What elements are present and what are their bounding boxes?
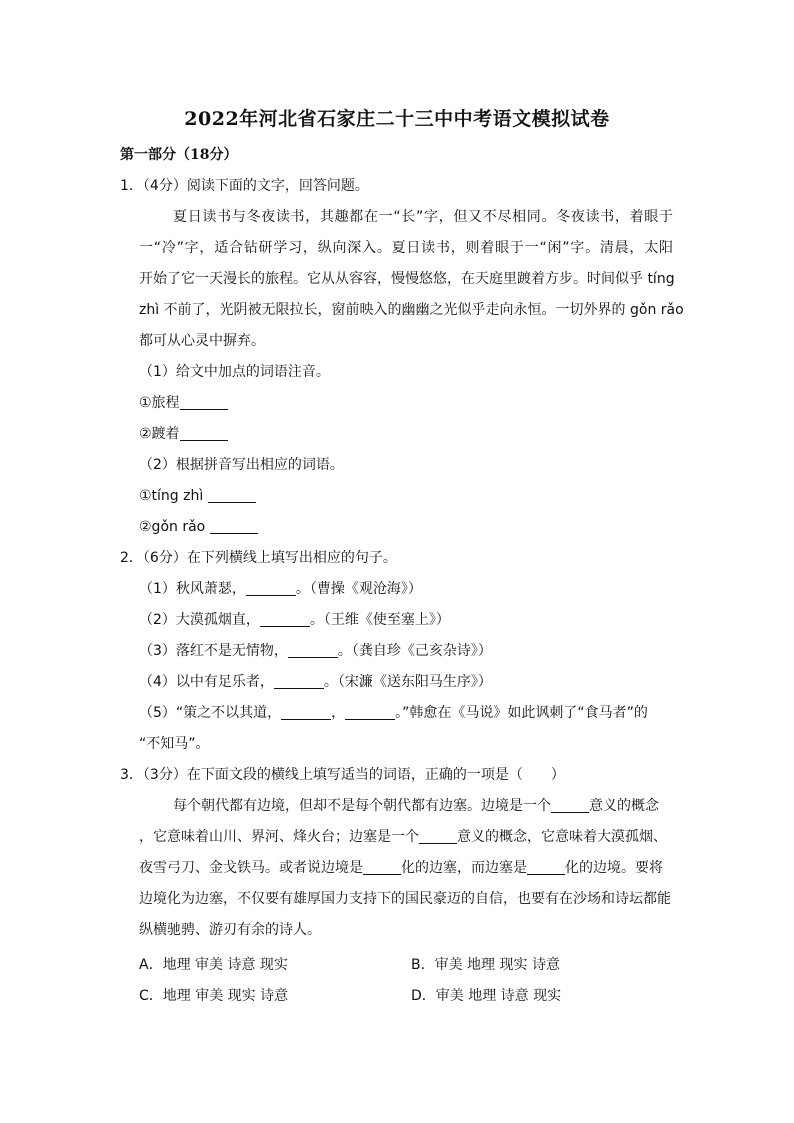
q2-item-4 xyxy=(139,672,492,692)
q2-item-5-post: 。”韩愈在《马说》如此讽刺了“食马者”的 xyxy=(395,705,648,721)
answer-blank[interactable] xyxy=(180,395,228,410)
q2-item-2-pre: （2）大漠孤烟直， xyxy=(139,612,260,628)
answer-blank[interactable] xyxy=(260,612,310,627)
answer-blank[interactable] xyxy=(345,705,395,720)
answer-blank[interactable] xyxy=(527,860,565,875)
q2-item-2-post: 。（王维《使至塞上》） xyxy=(309,612,450,628)
q1-passage-line-5: 都可从心灵中摒弃。 xyxy=(139,333,265,349)
q3-option-b[interactable]: B．审美 地理 现实 诗意 xyxy=(411,957,560,973)
q3-l2a: ，它意味着山川、界河、烽火台；边塞是一个 xyxy=(139,829,419,845)
q2-item-1-post: 。（曹操《观沧海》） xyxy=(295,581,422,597)
q3-l1b: 意义的概念 xyxy=(589,798,659,814)
q1-passage-text-2: 一“冷”字，适合钻研学习，纵向深入。夏日读书，则着眼于一“闲”字。清晨，太阳 xyxy=(139,240,673,256)
section-heading: 第一部分（18分） xyxy=(120,147,238,163)
answer-blank[interactable] xyxy=(419,829,457,844)
q3-l1a: 每个朝代都有边境，但却不是每个朝代都有边塞。边境是一个 xyxy=(173,798,551,814)
q3-option-c[interactable]: C．地理 审美 现实 诗意 xyxy=(139,988,289,1004)
q2-stem: 2．（6分）在下列横线上填写出相应的句子。 xyxy=(120,550,397,566)
q3-passage-line-1 xyxy=(173,796,659,816)
q3-stem: 3．（3分）在下面文段的横线上填写适当的词语，正确的一项是（ ） xyxy=(120,767,565,783)
q3-passage-line-5: 纵横驰骋、游刃有余的诗人。 xyxy=(139,922,321,938)
q3-passage-line-3 xyxy=(139,858,663,878)
q2-item-3-post: 。（龚自珍《己亥杂诗》） xyxy=(337,643,492,659)
answer-blank[interactable] xyxy=(281,705,331,720)
q1-sub1: （1）给文中加点的词语注音。 xyxy=(139,364,330,380)
q2-item-1-pre: （1）秋风萧瑟， xyxy=(139,581,246,597)
answer-blank[interactable] xyxy=(363,860,401,875)
q2-item-5-mid: ， xyxy=(331,705,346,721)
q2-item-5-pre: （5）“策之不以其道， xyxy=(139,705,282,721)
q1-passage-line-4 xyxy=(139,300,684,320)
q2-item-5-cont: “不知马”。 xyxy=(139,736,210,752)
answer-blank[interactable] xyxy=(246,581,296,596)
q2-item-4-pre: （4）以中有足乐者， xyxy=(139,674,274,690)
q2-item-2 xyxy=(139,610,450,630)
q1-sub2-item-1-label: ①tíng zhì xyxy=(139,488,204,504)
q1-passage-line-3 xyxy=(139,269,673,289)
q1-sub2: （2）根据拼音写出相应的词语。 xyxy=(139,457,344,473)
q1-sub1-item-2-label: ②踱着 xyxy=(139,426,180,442)
q3-passage-line-4: 边境化为边塞，不仅要有雄厚国力支持下的国民豪迈的自信，也要有在沙场和诗坛都能 xyxy=(139,891,671,907)
q2-item-3 xyxy=(139,641,492,661)
answer-blank[interactable] xyxy=(180,426,228,441)
q2-item-1 xyxy=(139,579,422,599)
q1-passage-text-4: zhì 不前了，光阴被无限拉长，窗前映入的幽幽之光似乎走向永恒。一切外界的 gǒn rǎo xyxy=(139,302,684,318)
answer-blank[interactable] xyxy=(210,519,258,534)
page-title: 2022年河北省石家庄二十三中中考语文模拟试卷 xyxy=(184,108,610,130)
q1-stem: 1．（4分）阅读下面的文字，回答问题。 xyxy=(120,178,369,194)
q3-l2b: 意义的概念，它意味着大漠孤烟、 xyxy=(457,829,667,845)
q2-item-5 xyxy=(139,703,648,723)
q1-sub2-item-1 xyxy=(139,486,256,506)
q1-sub1-item-1 xyxy=(139,393,228,413)
q1-sub1-item-2 xyxy=(139,424,228,444)
q3-l3a: 夜雪弓刀、金戈铁马。或者说边境是 xyxy=(139,860,363,876)
q1-passage-text-3: 开始了它一天漫长的旅程。它从从容容，慢慢悠悠，在天庭里踱着方步。时间似乎 tíng xyxy=(139,271,675,287)
q3-option-d[interactable]: D．审美 地理 诗意 现实 xyxy=(411,988,562,1004)
q1-sub1-item-1-label: ①旅程 xyxy=(139,395,180,411)
q2-item-4-post: 。（宋濂《送东阳马生序》） xyxy=(323,674,492,690)
q1-passage-line-1 xyxy=(139,207,673,227)
q3-option-a[interactable]: A．地理 审美 诗意 现实 xyxy=(139,957,288,973)
q3-l3c: 化的边境。要将 xyxy=(565,860,663,876)
q1-passage-text-1: 夏日读书与冬夜读书，其趣都在一“长”字，但又不尽相同。冬夜读书，着眼于 xyxy=(173,209,673,225)
answer-blank[interactable] xyxy=(551,798,589,813)
q1-passage-line-2 xyxy=(139,238,673,258)
answer-blank[interactable] xyxy=(208,488,256,503)
q1-sub2-item-2 xyxy=(139,517,258,537)
q3-l3b: 化的边塞，而边塞是 xyxy=(401,860,527,876)
answer-blank[interactable] xyxy=(288,643,338,658)
q1-sub2-item-2-label: ②gǒn rǎo xyxy=(139,519,206,535)
answer-blank[interactable] xyxy=(274,674,324,689)
q2-item-3-pre: （3）落红不是无情物， xyxy=(139,643,288,659)
q3-passage-line-2 xyxy=(139,827,667,847)
